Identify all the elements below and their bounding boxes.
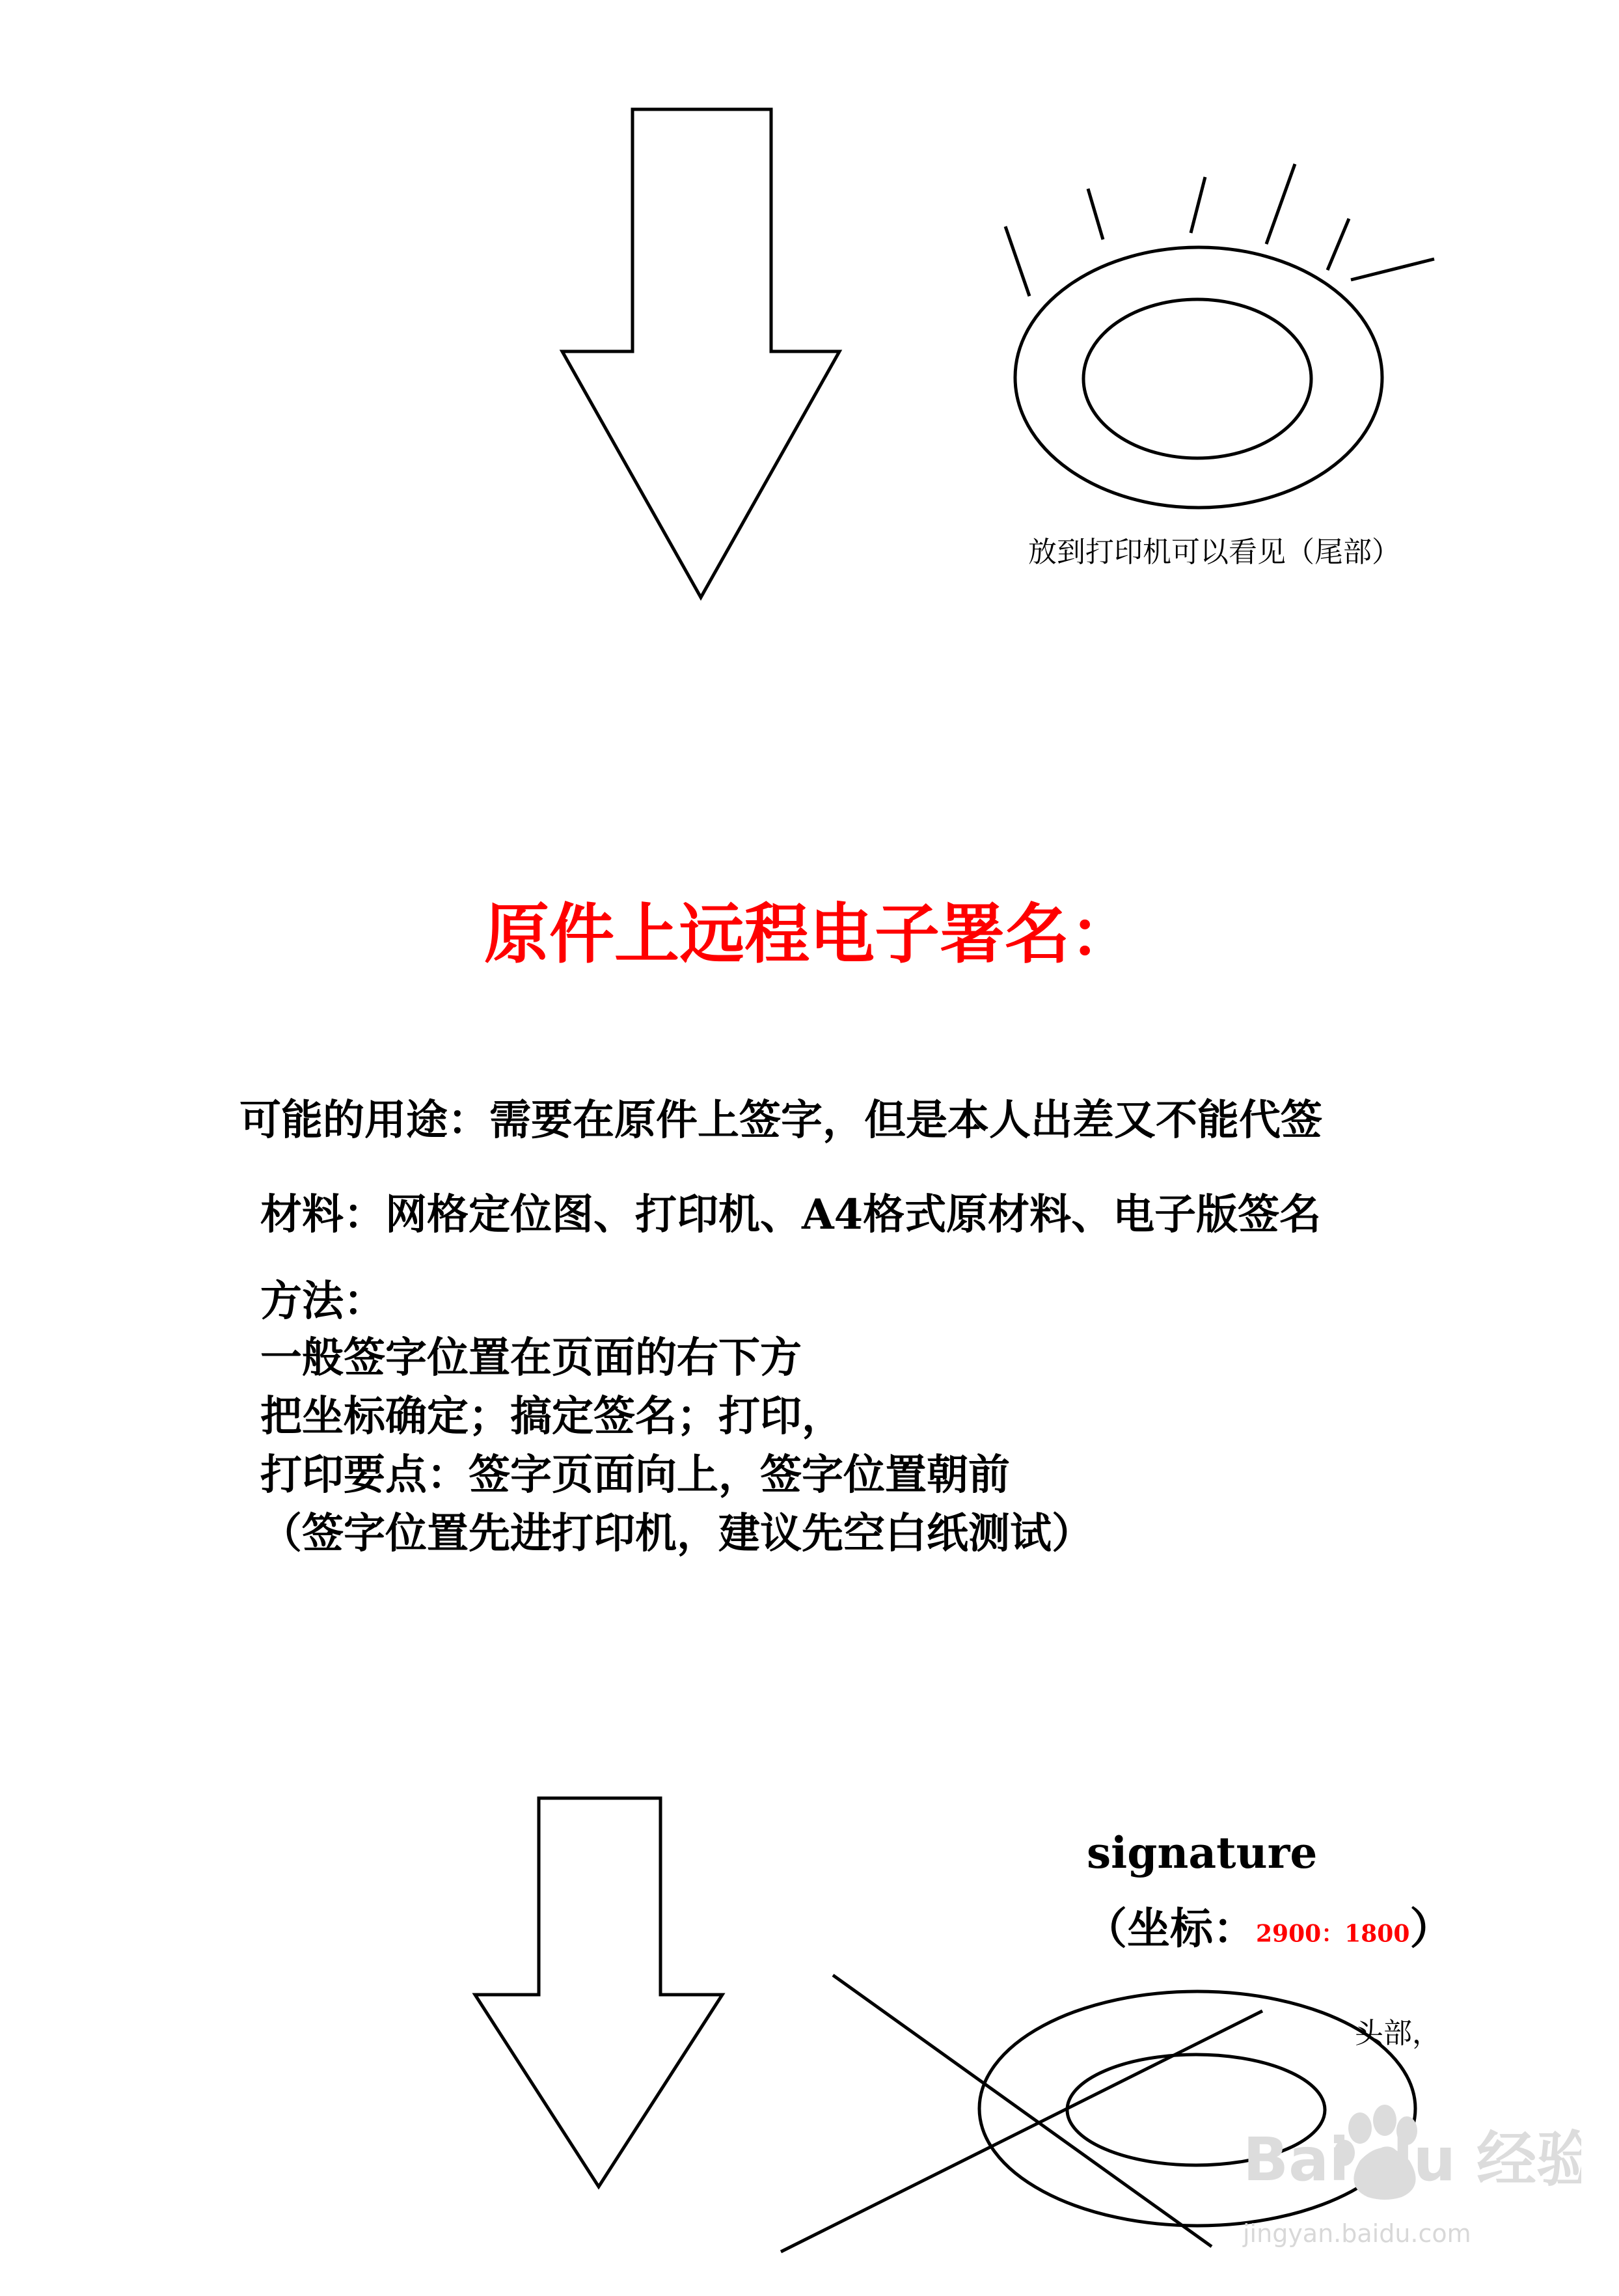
materials-line: 材料：网格定位图、打印机、A4格式原材料、电子版签名 <box>260 1190 1322 1239</box>
signature-label: signature <box>1087 1827 1318 1878</box>
coordinate-line <box>1084 1894 1452 1956</box>
bottom-down-arrow-shape <box>475 1798 722 2187</box>
cross-line-1 <box>833 1975 1212 2247</box>
top-down-arrow-shape <box>562 109 839 597</box>
eyelash-3 <box>1191 177 1205 233</box>
eyelash-1 <box>1005 226 1029 296</box>
method-heading: 方法： <box>260 1277 385 1326</box>
eyelash-5 <box>1327 219 1349 270</box>
method-step-3: 打印要点：签字页面向上，签字位置朝前 <box>260 1451 1010 1499</box>
watermark-logo-text: Bai du 经验 <box>1243 2125 1581 2194</box>
page-title: 原件上远程电子署名： <box>484 896 1135 972</box>
baidu-logo-icon <box>1217 2083 1581 2219</box>
coordinate-close: ） <box>1409 1903 1453 1954</box>
cross-line-2 <box>781 2011 1262 2252</box>
tail-caption: 放到打印机可以看见（尾部） <box>1028 536 1400 569</box>
purpose-line: 可能的用途：需要在原件上签字，但是本人出差又不能代签 <box>239 1096 1322 1145</box>
eyelash-4 <box>1266 164 1295 244</box>
head-caption: 头部， <box>1355 2017 1441 2050</box>
coordinate-open: （坐标： <box>1084 1903 1256 1954</box>
method-step-4: （签字位置先进打印机，建议先空白纸测试） <box>260 1509 1093 1558</box>
coordinate-value: 2900：1800 <box>1256 1920 1410 1948</box>
watermark-url: jingyan.baidu.com <box>1243 2219 1471 2248</box>
top-eye-inner-oval <box>1083 299 1311 458</box>
eyelash-6 <box>1351 259 1434 280</box>
method-step-2: 把坐标确定；搞定签名；打印， <box>260 1392 843 1441</box>
eyelash-2 <box>1088 189 1103 239</box>
baidu-watermark <box>1217 2083 1581 2278</box>
method-step-1: 一般签字位置在页面的右下方 <box>260 1333 802 1382</box>
top-eye-outer-oval <box>1015 247 1382 508</box>
